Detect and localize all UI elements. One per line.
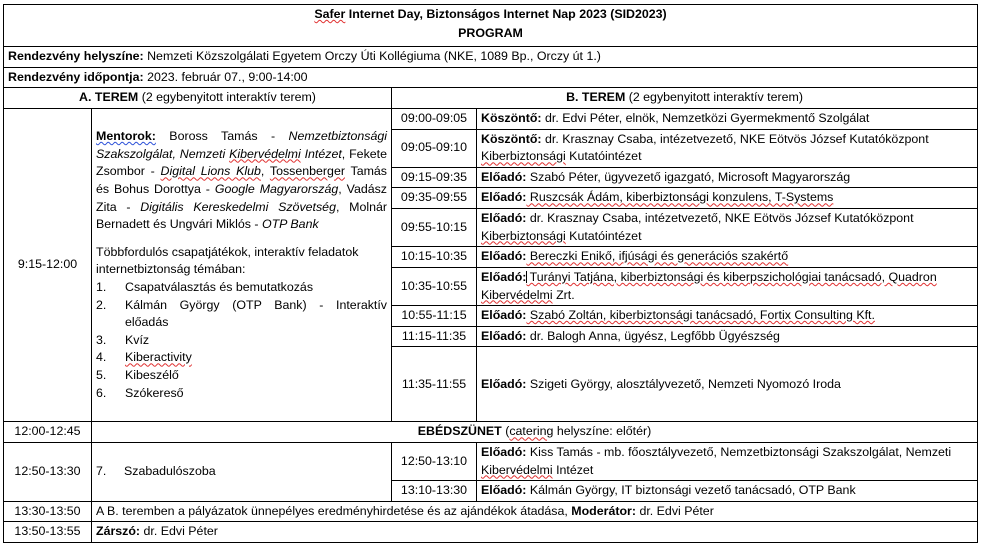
- session-description: [477, 326, 978, 347]
- session-time: 10:35-10:55: [392, 267, 477, 305]
- session-speaker: dr. Krasznay Csaba, intézetvezető, NKE Eötvös József Kutatóközpont: [541, 131, 929, 146]
- session-speaker: dr. Balogh Anna, ügyész, Legfőbb Ügyészség: [526, 328, 780, 343]
- session-speaker: Szigeti György, alosztályvezető, Nemzeti Nyomozó Iroda: [526, 376, 841, 391]
- room-b-header: [392, 88, 978, 109]
- session-speaker: Szabó Péter, ügyvezető igazgató, Microsoft Magyarország: [526, 169, 851, 184]
- mentors-i4: Digitális Kereskedelmi Szövetség: [140, 199, 336, 214]
- session-time: 11:15-11:35: [392, 326, 477, 347]
- game-label: Csapatválasztás és bemutatkozás: [125, 280, 314, 294]
- session-speaker-misspelled: Kibervédelmi: [481, 287, 553, 302]
- escape-room-number: 7.: [96, 464, 107, 479]
- session-description: [477, 442, 978, 480]
- closing-role: Zárszó:: [96, 524, 141, 539]
- room-a-content: [92, 109, 392, 422]
- closing-cell: [92, 501, 978, 522]
- session-speaker-tail: Intézet: [552, 462, 594, 477]
- room-a-label: A. TEREM: [79, 90, 139, 105]
- title-row: [4, 5, 978, 47]
- games-list: [96, 279, 387, 402]
- date-row: [4, 67, 978, 88]
- session-role-text: Előadó:: [481, 269, 527, 284]
- session-role: Köszöntő:: [481, 111, 542, 126]
- session-speaker-misspelled: Kibervédelmi: [481, 462, 553, 477]
- session-speaker: Ruszcsák Ádám, kiberbiztonsági konzulens, T-Systems: [526, 190, 834, 205]
- closing-time: 13:50-13:55: [4, 522, 92, 543]
- afternoon-row-1: [4, 442, 978, 480]
- lunch-paren: (: [501, 424, 510, 439]
- session-time: 11:35-11:55: [392, 347, 477, 422]
- session-role: Előadó:: [481, 190, 527, 205]
- mentors-i1c: Intézet: [300, 146, 342, 161]
- closing-cell: [92, 522, 978, 543]
- document-title: [4, 5, 978, 47]
- session-time: 12:50-13:10: [392, 442, 477, 480]
- session-time: 13:10-13:30: [392, 481, 477, 502]
- title-rest: Internet Day, Biztonságos Internet Nap 2023 (SID2023): [345, 7, 667, 21]
- list-item: [96, 332, 387, 350]
- date-cell: [4, 67, 978, 88]
- session-role: Előadó:: [481, 211, 527, 226]
- lunch-time: 12:00-12:45: [4, 422, 92, 443]
- session-speaker: Kiss Tamás - mb. főosztályvezető, Nemzetbiztonsági Szakszolgálat, Nemzeti: [526, 444, 952, 459]
- session-role: Előadó:: [481, 444, 527, 459]
- venue-label: Rendezvény helyszíne:: [8, 49, 144, 64]
- date-value: 2023. február 07., 9:00-14:00: [143, 69, 308, 84]
- session-speaker-misspelled: Kiberbiztonsági: [481, 149, 566, 164]
- mentors-label: Mentorok:: [96, 129, 156, 144]
- mentors-t3b: Tossenberger: [269, 164, 345, 179]
- closing-row-1: [4, 501, 978, 522]
- session-speaker: dr. Krasznay Csaba, intézetvezető, NKE Eötvös József Kutatóközpont: [526, 211, 914, 226]
- session-speaker: Kálmán György, IT biztonsági vezető tanácsadó, OTP Bank: [526, 483, 856, 498]
- session-time: 09:15-09:35: [392, 167, 477, 188]
- room-b-label: B. TEREM: [566, 90, 626, 105]
- session-time: 09:00-09:05: [392, 109, 477, 130]
- games-intro: Többfordulós csapatjátékok, interaktív feladatok internetbiztonság témában:: [96, 244, 359, 277]
- room-b-sublabel: (2 egybenyitott interaktív terem): [625, 90, 803, 105]
- session-time: 09:55-10:15: [392, 209, 477, 247]
- session-time: 09:35-09:55: [392, 188, 477, 209]
- game-label: Kibeszélő: [125, 368, 179, 383]
- title-word-safer: Safer: [314, 7, 346, 21]
- session-speaker: dr. Edvi Péter, elnök, Nemzetközi Gyermekmentő Szolgálat: [541, 111, 870, 126]
- game-label: Kvíz: [125, 332, 150, 347]
- room-a-sublabel: (2 egybenyitott interaktív terem): [138, 90, 316, 105]
- session-time: 10:15-10:35: [392, 247, 477, 268]
- session-role: Köszöntő:: [481, 131, 542, 146]
- venue-row: [4, 47, 978, 68]
- room-header-row: [4, 88, 978, 109]
- lunch-cell: [92, 422, 978, 443]
- escape-room-cell: [92, 442, 392, 501]
- closing-person: dr. Edvi Péter: [636, 503, 714, 518]
- session-speaker-tail: Zrt.: [552, 287, 575, 302]
- session-description: [477, 167, 978, 188]
- mentors-t4: , Vadász Zita -: [96, 181, 388, 214]
- list-item: [96, 385, 387, 403]
- session-description: [477, 306, 978, 327]
- morning-row-1: [4, 109, 978, 130]
- mentors-i3: Google Magyarország: [214, 181, 339, 196]
- lunch-detail: helyszíne: előtér): [553, 424, 652, 439]
- session-role: Előadó:: [481, 308, 527, 323]
- mentors-i2: Digital Lions Klub: [160, 164, 261, 179]
- lunch-detail-misspelled: catering: [509, 424, 554, 439]
- list-item: [96, 367, 387, 385]
- mentors-paragraph: [96, 128, 387, 234]
- session-description: [477, 347, 978, 422]
- session-role: Előadó:: [481, 249, 527, 264]
- venue-cell: [4, 47, 978, 68]
- session-role: Előadó:: [481, 483, 527, 498]
- session-role: [481, 270, 526, 284]
- mentors-i5: OTP Bank: [261, 217, 319, 232]
- session-description: [477, 209, 978, 247]
- closing-text: A B. teremben a pályázatok ünnepélyes eredményhirdetése és az ajándékok átadása,: [96, 503, 572, 518]
- session-role: Előadó:: [481, 169, 527, 184]
- session-speaker-tail: Kutatóintézet: [565, 228, 642, 243]
- session-speaker-misspelled: Kiberbiztonsági: [481, 228, 566, 243]
- session-description: [477, 129, 978, 167]
- list-item: [96, 279, 387, 297]
- date-label: Rendezvény időpontja:: [8, 69, 144, 84]
- closing-row-2: [4, 522, 978, 543]
- list-item: [96, 349, 387, 367]
- room-a-time: 9:15-12:00: [4, 109, 92, 422]
- session-speaker: Szabó Zoltán, kiberbiztonsági tanácsadó, Fortix Consulting Kft.: [526, 308, 875, 323]
- session-time: 10:55-11:15: [392, 306, 477, 327]
- mentors-t2: , Fekete Zsombor -: [96, 146, 387, 179]
- list-item: [96, 297, 387, 332]
- session-speaker: Bereczki Enikő, ifjúsági és generációs szakértő: [526, 249, 789, 264]
- venue-value: Nemzeti Közszolgálati Egyetem Orczy Úti Kollégiuma (NKE, 1089 Bp., Orczy út 1.): [143, 49, 601, 64]
- session-description: [477, 267, 978, 305]
- closing-role: Moderátor:: [571, 503, 636, 518]
- lunch-row: [4, 422, 978, 443]
- session-description: [477, 188, 978, 209]
- room-a-header: [4, 88, 392, 109]
- game-label: Kiberactivity: [125, 350, 192, 365]
- closing-person: dr. Edvi Péter: [140, 524, 218, 539]
- mentors-t3: ,: [260, 164, 270, 179]
- title-subheading: PROGRAM: [458, 25, 523, 40]
- session-speaker: Turányi Tatjána, kiberbiztonsági és kiberpszichológiai tanácsadó, Quadron: [526, 269, 937, 284]
- afternoon-time: 12:50-13:30: [4, 442, 92, 501]
- mentors-t5: , Molnár Bernadett és Ungvári Miklós -: [96, 199, 388, 232]
- session-role: Előadó:: [481, 376, 527, 391]
- game-label: Szókereső: [125, 385, 184, 400]
- lunch-label: EBÉDSZÜNET: [417, 424, 502, 439]
- session-description: [477, 247, 978, 268]
- game-label: Kálmán György (OTP Bank) - Interaktív előadás: [125, 297, 387, 330]
- session-time: 09:05-09:10: [392, 129, 477, 167]
- session-description: [477, 109, 978, 130]
- mentors-i1: Nemzetbiztonsági Szakszolgálat, Nemzeti: [96, 129, 387, 161]
- session-description: [477, 481, 978, 502]
- session-role: Előadó:: [481, 328, 527, 343]
- program-table: [3, 4, 978, 543]
- closing-time: 13:30-13:50: [4, 501, 92, 522]
- session-speaker-tail: Kutatóintézet: [565, 149, 642, 164]
- mentors-t3c: Tamás és Bohus Dorottya -: [96, 164, 387, 196]
- escape-room-label: Szabadulószoba: [124, 464, 216, 479]
- mentors-i1b: Kibervédelmi: [229, 146, 301, 161]
- mentors-t1: Boross Tamás -: [155, 129, 289, 144]
